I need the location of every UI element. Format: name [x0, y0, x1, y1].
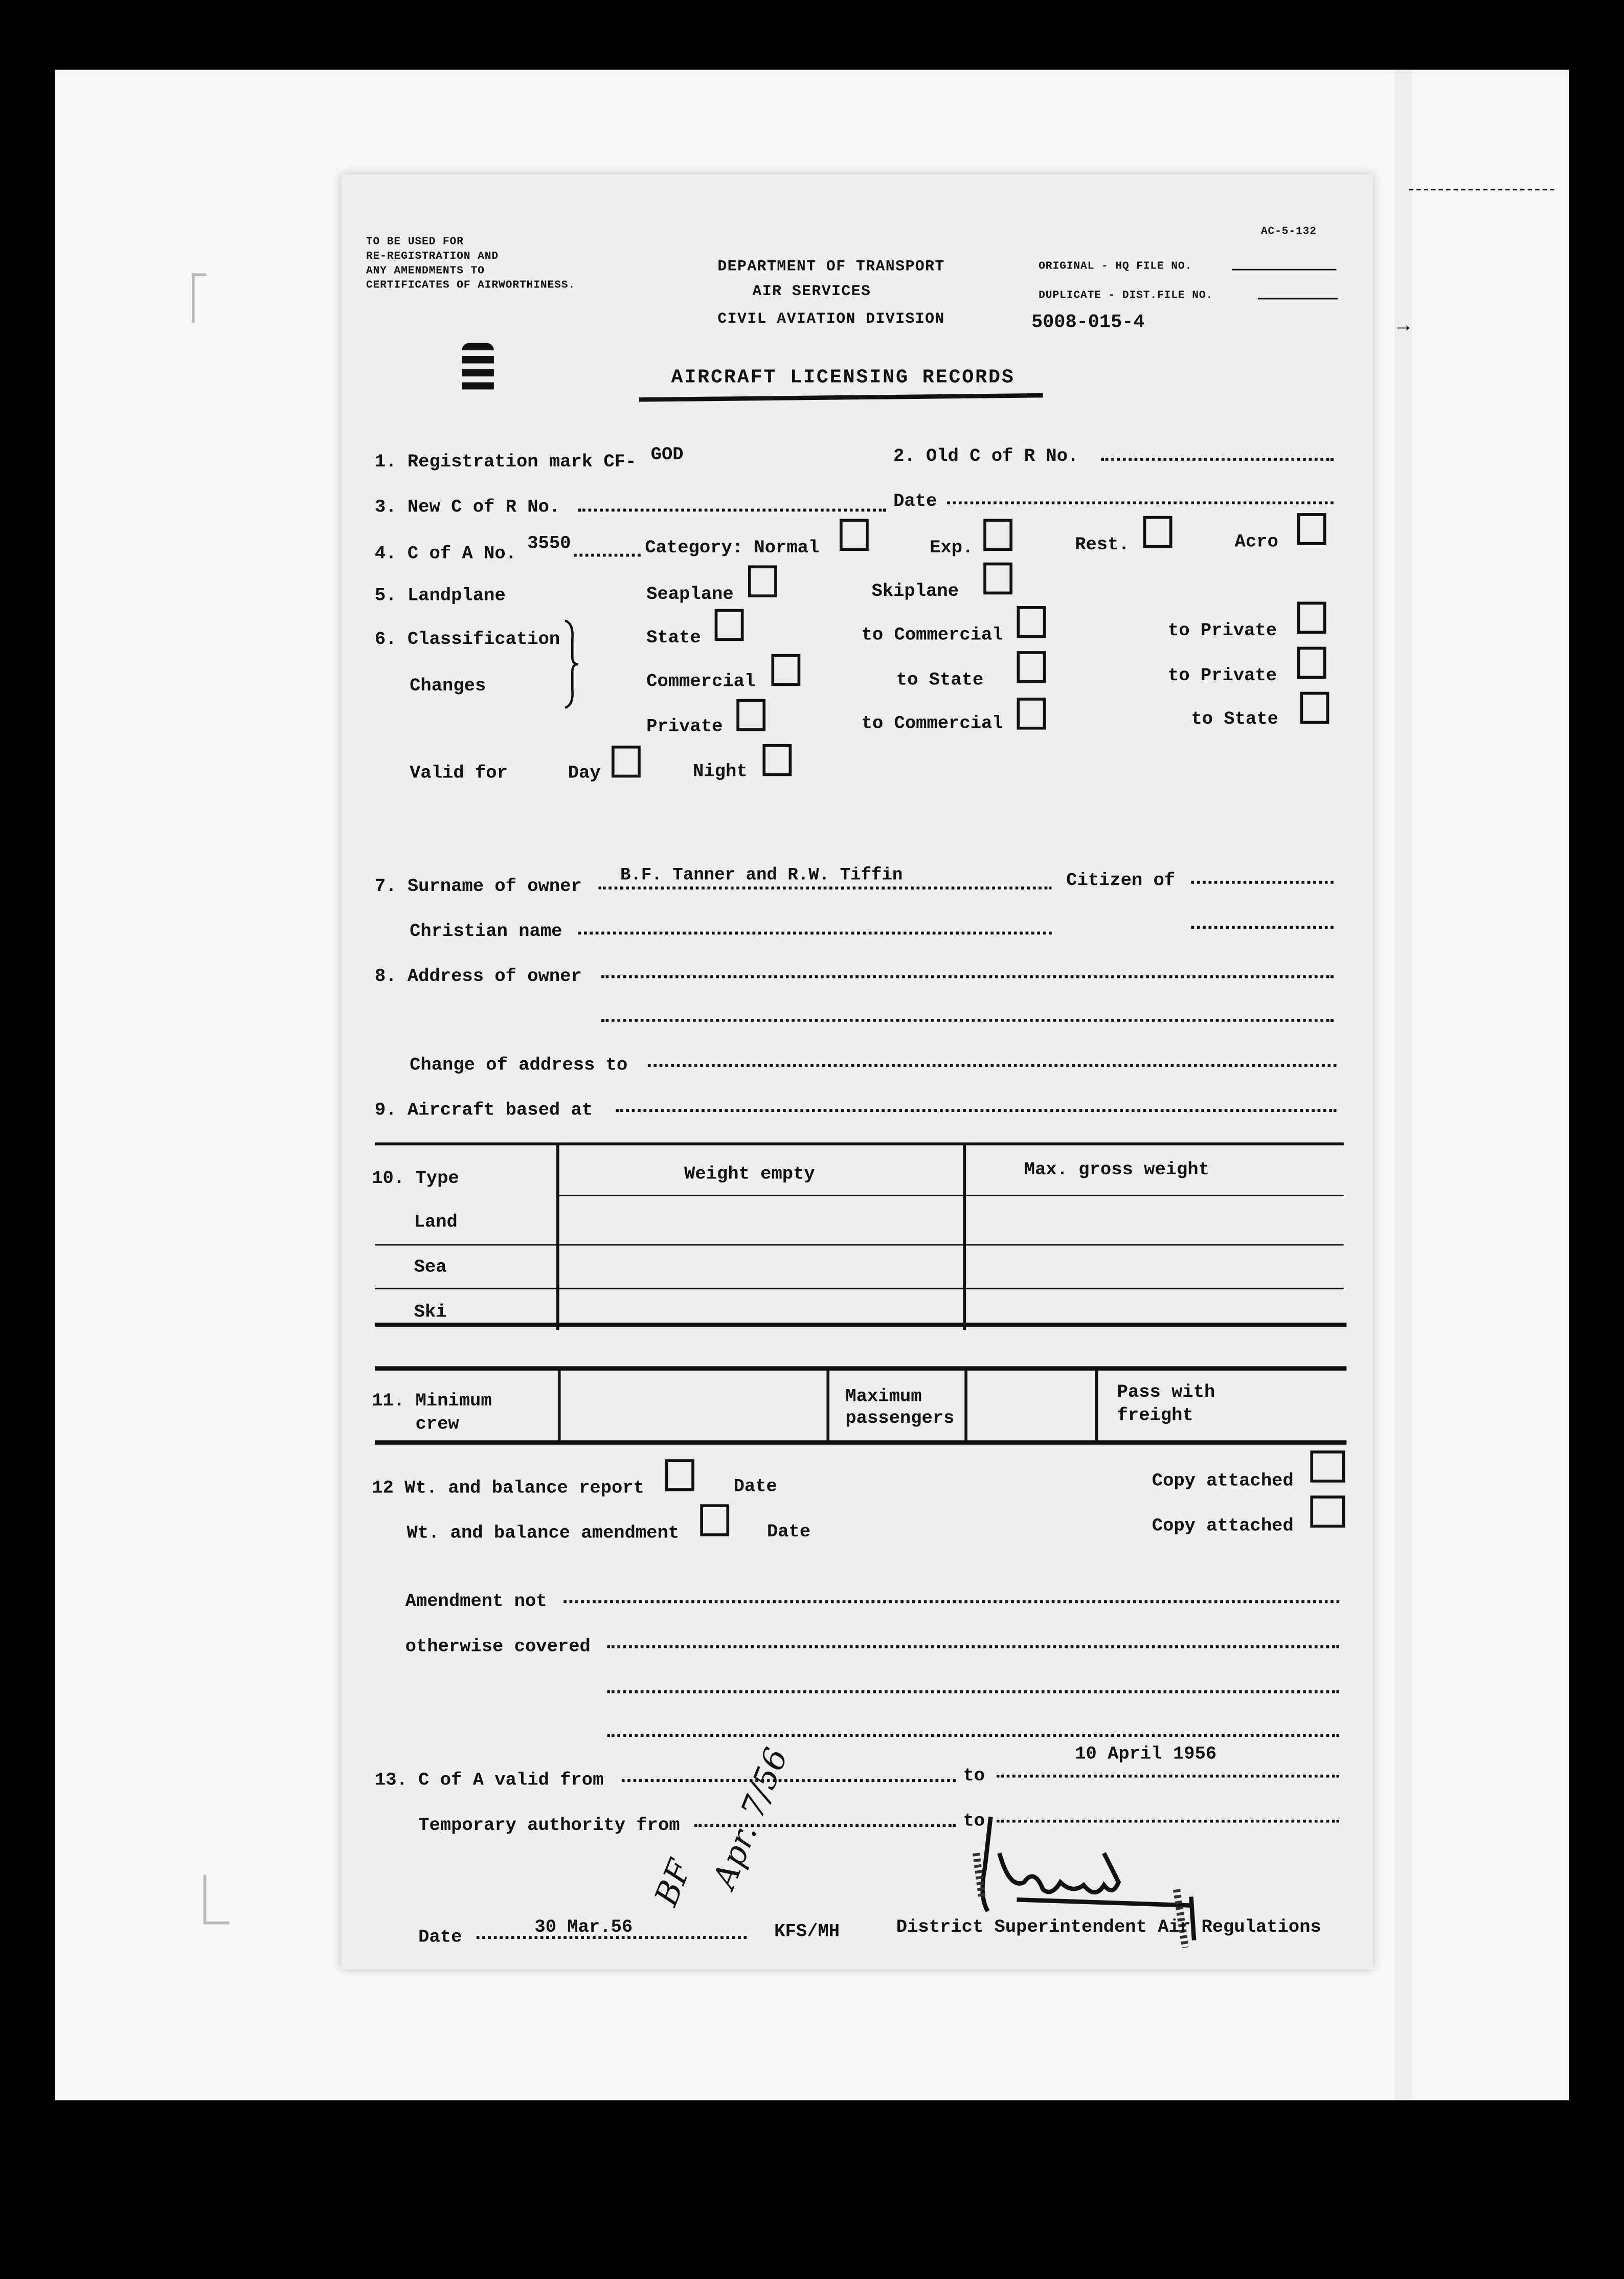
night-checkbox[interactable]: [762, 744, 792, 776]
copy-attached-label: Copy attached: [1152, 1470, 1294, 1491]
copy-attached-checkbox[interactable]: [1310, 1450, 1345, 1483]
amendment-field-4[interactable]: [607, 1734, 1339, 1737]
row-ski: Ski: [414, 1302, 447, 1323]
classification-label: 6. Classification: [374, 629, 560, 650]
to-commercial-label: to Commercial: [861, 713, 1003, 734]
old-cr-field[interactable]: [1101, 458, 1334, 461]
new-cr-field[interactable]: [578, 509, 886, 512]
address-field-2[interactable]: [601, 1019, 1334, 1022]
to-private-checkbox[interactable]: [1297, 647, 1326, 679]
sheet-fold: [1394, 70, 1412, 2100]
ca-valid-to-value: 10 April 1956: [1075, 1744, 1217, 1764]
staple-mark: [462, 343, 493, 395]
file-number: 5008-015-4: [1031, 311, 1145, 333]
state-checkbox[interactable]: [715, 609, 744, 641]
table-border: [1095, 1369, 1098, 1442]
max-passengers-label: passengers: [845, 1408, 955, 1429]
ca-valid-from-field[interactable]: [622, 1779, 956, 1782]
table-border: [826, 1369, 829, 1442]
amendment-not-label: Amendment not: [405, 1591, 547, 1612]
table-border: [375, 1143, 1344, 1146]
to-commercial-checkbox[interactable]: [1017, 698, 1046, 730]
duplicate-file-label: DUPLICATE - DIST.FILE NO.: [1039, 291, 1213, 303]
arrow-icon: →: [1397, 315, 1410, 339]
surname-field[interactable]: [598, 886, 1051, 889]
original-file-line: [1232, 269, 1337, 271]
department-name: DEPARTMENT OF TRANSPORT: [717, 258, 945, 276]
ca-number-label: 4. C of A No.: [374, 543, 516, 564]
faint-mark: [192, 273, 206, 323]
registration-label: 1. Registration mark CF-: [374, 452, 637, 473]
acro-checkbox[interactable]: [1297, 513, 1326, 545]
commercial-checkbox[interactable]: [771, 654, 800, 686]
based-at-field[interactable]: [616, 1109, 1336, 1112]
citizen-label: Citizen of: [1066, 870, 1176, 891]
temporary-authority-label: Temporary authority from: [418, 1815, 680, 1836]
to-state-label: to State: [1191, 709, 1278, 730]
to-label: to: [963, 1811, 985, 1831]
registration-value: GOD: [650, 444, 684, 465]
based-at-label: 9. Aircraft based at: [374, 1100, 593, 1121]
row-land: Land: [414, 1212, 458, 1233]
service-name: AIR SERVICES: [752, 283, 871, 301]
table-border: [556, 1144, 559, 1330]
skiplane-label: Skiplane: [871, 581, 959, 602]
seaplane-label: Seaplane: [646, 584, 734, 605]
acro-label: Acro: [1234, 532, 1278, 552]
amendment-field-2[interactable]: [607, 1645, 1339, 1648]
table-border: [558, 1369, 561, 1442]
max-passengers-label: Maximum: [845, 1387, 922, 1407]
ca-number-value: 3550: [527, 533, 571, 554]
wt-balance-report-checkbox[interactable]: [665, 1459, 694, 1491]
private-checkbox[interactable]: [736, 699, 765, 731]
amendment-date-label: Date: [766, 1522, 811, 1543]
form-number: AC-5-132: [1260, 227, 1317, 239]
weight-empty-header: Weight empty: [684, 1164, 815, 1185]
handwritten-date-note: Apr. 7/56: [707, 1743, 796, 1894]
to-commercial-checkbox[interactable]: [1017, 606, 1046, 638]
old-cr-label: 2. Old C of R No.: [893, 446, 1079, 467]
state-label: State: [646, 628, 701, 649]
surname-value: B.F. Tanner and R.W. Tiffin: [620, 864, 903, 885]
amendment-field[interactable]: [563, 1600, 1339, 1603]
table-border: [375, 1288, 1344, 1289]
form-title: AIRCRAFT LICENSING RECORDS: [671, 367, 1015, 390]
usage-note-line: TO BE USED FOR: [366, 237, 464, 249]
seaplane-checkbox[interactable]: [748, 565, 777, 597]
minimum-crew-label: 11. Minimum: [372, 1391, 492, 1412]
surname-label: 7. Surname of owner: [374, 876, 582, 897]
report-date-label: Date: [733, 1477, 777, 1498]
address-label: 8. Address of owner: [374, 966, 582, 987]
table-border: [375, 1440, 1346, 1445]
to-state-checkbox[interactable]: [1017, 651, 1046, 683]
exp-label: Exp.: [930, 538, 974, 558]
rest-label: Rest.: [1075, 534, 1130, 555]
to-label: to: [963, 1766, 985, 1786]
ca-number-field[interactable]: [574, 554, 641, 557]
day-checkbox[interactable]: [612, 746, 641, 778]
commercial-label: Commercial: [646, 671, 756, 692]
minimum-crew-label: crew: [415, 1414, 459, 1435]
reference-initials: KFS/MH: [774, 1921, 840, 1942]
faint-mark: [204, 1875, 230, 1925]
skiplane-checkbox[interactable]: [983, 563, 1012, 595]
citizen-field-2[interactable]: [1191, 926, 1333, 929]
footer-date-value: 30 Mar.56: [534, 1917, 633, 1938]
footer-date-label: Date: [418, 1927, 462, 1948]
to-commercial-label: to Commercial: [861, 624, 1003, 645]
date-field[interactable]: [947, 501, 1334, 504]
to-private-checkbox[interactable]: [1297, 602, 1326, 634]
usage-note-line: ANY AMENDMENTS TO: [366, 266, 485, 278]
duplicate-file-line: [1258, 298, 1338, 300]
ca-valid-from-label: 13. C of A valid from: [374, 1770, 604, 1791]
usage-note-line: RE-REGISTRATION AND: [366, 251, 499, 263]
table-border: [375, 1244, 1344, 1246]
copy-attached-checkbox[interactable]: [1310, 1495, 1345, 1528]
wt-balance-amendment-checkbox[interactable]: [700, 1504, 729, 1536]
row-sea: Sea: [414, 1257, 447, 1278]
copy-attached-label: Copy attached: [1152, 1515, 1294, 1536]
night-label: Night: [693, 762, 748, 782]
amendment-field-3[interactable]: [607, 1690, 1339, 1693]
christian-name-field[interactable]: [578, 932, 1052, 935]
table-border: [964, 1369, 967, 1442]
normal-checkbox[interactable]: [840, 519, 869, 551]
to-state-label: to State: [896, 670, 984, 690]
christian-name-label: Christian name: [410, 921, 562, 942]
table-border: [375, 1366, 1346, 1371]
valid-for-label: Valid for: [410, 763, 508, 784]
usage-note-line: CERTIFICATES OF AIRWORTHINESS.: [366, 280, 576, 293]
to-private-label: to Private: [1168, 620, 1277, 641]
brace-icon: [561, 619, 581, 709]
otherwise-covered-label: otherwise covered: [405, 1636, 591, 1657]
pass-freight-label: Pass with: [1117, 1382, 1215, 1403]
table-border: [375, 1323, 1346, 1327]
private-label: Private: [646, 717, 723, 737]
pass-freight-label: freight: [1117, 1405, 1193, 1426]
to-private-label: to Private: [1168, 665, 1277, 686]
wt-balance-amendment-label: Wt. and balance amendment: [407, 1523, 680, 1544]
change-address-label: Change of address to: [410, 1055, 628, 1076]
original-file-label: ORIGINAL - HQ FILE NO.: [1039, 261, 1192, 274]
citizen-field[interactable]: [1191, 881, 1333, 884]
dashed-margin-line: [1409, 189, 1554, 190]
category-normal-label: Category: Normal: [645, 538, 820, 558]
new-cr-label: 3. New C of R No.: [374, 497, 560, 518]
table-border: [963, 1144, 966, 1330]
signatory-title: District Superintendent Air Regulations: [896, 1917, 1321, 1938]
type-header: 10. Type: [372, 1168, 459, 1189]
max-gross-header: Max. gross weight: [1024, 1159, 1210, 1180]
ca-valid-to-field[interactable]: [997, 1775, 1339, 1778]
handwritten-initials: BF: [649, 1855, 700, 1911]
changes-label: Changes: [410, 676, 486, 697]
rest-checkbox[interactable]: [1143, 516, 1172, 548]
landplane-label: 5. Landplane: [374, 586, 506, 607]
day-label: Day: [568, 763, 601, 784]
to-state-checkbox[interactable]: [1300, 692, 1329, 724]
division-name: CIVIL AVIATION DIVISION: [717, 311, 945, 329]
exp-checkbox[interactable]: [983, 519, 1012, 551]
wt-balance-report-label: 12 Wt. and balance report: [372, 1478, 644, 1499]
date-label: Date: [893, 491, 937, 512]
table-border: [556, 1195, 1344, 1196]
address-field[interactable]: [601, 975, 1334, 978]
change-address-field[interactable]: [648, 1064, 1337, 1067]
